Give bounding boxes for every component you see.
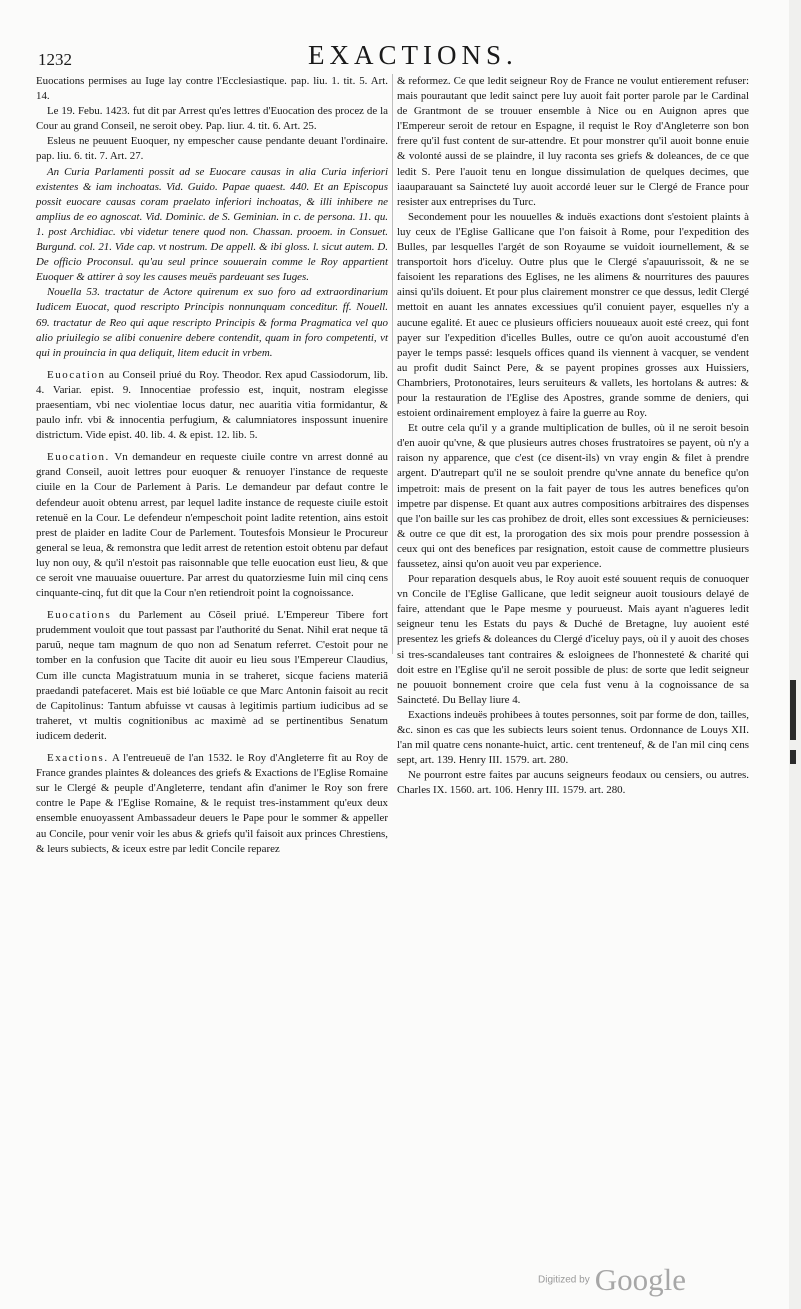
column-rule: [392, 74, 393, 654]
entry-paragraph: [36, 368, 388, 443]
entry-paragraph: [36, 450, 388, 601]
page-number: 1232: [38, 50, 72, 69]
entry-headword: Euocations: [47, 609, 112, 622]
paragraph: Pour reparation desquels abus, le Roy auoit esté souuent requis de conuoquer vn Concile de l'Eglise Gallicane, que ledit seigneur auoit tousiours delayé de faire, attendant que le Pape mesme y pourueust. Mais ayant n'agueres ledit seigneur tenu les Estats du pays & Duché de Bretagne, luy auoient esté presentez les griefs & doleances du Clergé d'iceluy pays, où il y auoit des choses si tres-scandaleuses tant contraires & esloignees de l'honnesteté & charité qui doit estre en l'Eglise qu'il ne seroit possible de plus: de sorte que ledit seigneur ne pouuoit bonnement croire que cela fust venu à la cognoissance de sa Saincteté. Du Bellay liure 4.: [397, 573, 749, 706]
entry-headword: Euocation: [47, 368, 106, 381]
paragraph: Et outre cela qu'il y a grande multiplication de bulles, où il ne seroit besoin d'en auoir qu'vne, & que plusieurs autres choses frustratoires se payent, où n'y a raison ny apparence, que c'est (ce disent-ils) vn vray engin & filet à prendre argent. D'autrepart qu'il ne se souloit prendre qu'vne annate du benefice qu'on impetroit: mais de present on la fait payer de tous les autres benefices qu'on impetre par dispense. Et quant aux autres compositions arbitraires des dispenses que l'on baille sur les cas prohibez de droit, elles sont excessiues & pernicieuses: & outre ce que dit est, la prorogation des six mois pour prendre possession à ceux qui ont des benefices par resignation, estoit cause de commettre plusieurs faussetez, ainsi qu'on auoit veu par experience.: [397, 422, 749, 570]
paragraph: Euocations permises au Iuge lay contre l'Ecclesiastique. pap. liu. 1. tit. 5. Art. 14.: [36, 75, 388, 103]
latin-text: An Curia Parlamenti possit ad se Euocare causas in alia Curia inferiori existentes & iam inchoatas. Vid. Guido. Papae quaest. 440. Et an Episcopus possit euocare causas coram praelato inferiori inchoatas, & illi inhibere ne amplius de eo agnoscat. Vid. Dominic. de S. Geminian. in c. de persona. 11. qu. 1. post Archidiac. vbi videtur tenere quod non. Chassan. prooem. in Consuet. Burgund. col. 21. Vide cap. vt nostrum. De appell. & ibi gloss. l. sicut autem. D. De officio Proconsul. qu'au seul prince souuerain comme le Roy appartient Euoquer & attirer à soy les causes meuës pardeuant ses Iuges.: [36, 165, 388, 284]
paragraph: Le 19. Febu. 1423. fut dit par Arrest qu'es lettres d'Euocation des procez de la Cour au grand Conseil, ne seroit obey. Pap. liur. 4. tit. 6. Art. 25.: [36, 105, 388, 133]
running-title: EXACTIONS.: [308, 40, 518, 70]
latin-paragraph: [36, 285, 388, 360]
entry-headword: Exactions.: [47, 752, 109, 765]
page-spine-edge: [789, 0, 801, 1309]
entry-text: A l'entreueuë de l'an 1532. le Roy d'Angleterre fit au Roy de France grandes plaintes & doleances des griefs & Exactions de l'Eglise Romaine sur le Clergé & peuple d'Angleterre, tendant afin d'animer le Roy son frere contre le Pape & l'Eglise Romaine, & le requist tres-instamment qu'eux deux ensemble enuoyassent Ambassadeur deuers le Pape pour le sommer & appeller au Concile, pour venir voir les abus & griefs qu'il faisoit aux princes Chrestiens, & leurs subiects, & iceux estre par ledit Concile reparez: [36, 752, 388, 855]
entry-paragraph: [36, 751, 388, 857]
paragraph: Ne pourront estre faites par aucuns seigneurs feodaux ou censiers, ou autres. Charles IX. 1560. art. 106. Henry III. 1579. art. 280.: [397, 769, 749, 797]
paragraph: Secondement pour les nouuelles & induës exactions dont s'estoient plaints à luy ceux de l'Eglise Gallicane que l'on faisoit à Rome, pour l'expedition des Bulles, par lesquelles l'argét de son Royaume se vuidoit iournellement, & se transportoit hors d'iceluy. Outre plus que le Clergé s'apauurissoit, & ne se faisoient les reparations des Eglises, ne les alimens & nourritures des pauures ainsi qu'ils doiuent. Et pour plus clairement monstrer ce que dessus, ledit Clergé mettoit en auant les annates excessiues qu'il conuient payer, esquelles n'y a aucune egalité. Et auec ce plusieurs officiers nouueaux auoit esté creez, qui font payer sur l'expedition d'icelles Bulles, outre ce qu'on auoit accoustumé d'en payer le temps passé: lesquels offices quand ils viennent à vacquer, se vendent au profit dudit Sainct Pere, & se payent propines grosses aux Huissiers, Chambriers, Protonotaires, leurs seruiteurs & vallets, les hortolans & autres: & pour la restauration de l'Eglise des Apostres, grande somme de deniers, qui estoient ordinairement employez à faire la guerre au Roy.: [397, 210, 749, 420]
watermark-prefix: Digitized by: [538, 1274, 590, 1286]
entry-headword: Euocation.: [47, 451, 110, 464]
entry-text: du Parlement au Cõseil priué. L'Empereur Tibere fort prudemment vouloit que tout passast par l'authorité du Senat. Nihil erat neque tã paruũ, neque tam magnum de quo non ad Senatum referret. C'estoit pour ne tomber en la confusion que Tacite dit auoir eu lieu sous l'Empereur Claudius, Cum ille cuncta Magistratuum munia in se traheret, sicque faciens materiã praedandi patefaceret. Mais est bié loüable ce que Marc Antonin faisoit au recit de Capitolinus: Tantum abfuisse vt causas à legitimis partium iudicibus ad se traheret, vt multis cognitionibus ac maximè ad se pertinentibus Senatum iudicem dederit.: [36, 609, 388, 742]
right-column: [397, 74, 749, 799]
spine-mark: [790, 750, 796, 764]
entry-text: Vn demandeur en requeste ciuile contre vn arrest donné au grand Conseil, auoit lettres pour euoquer & renuoyer l'instance de requeste ciuile en la Cour de Parlement à Paris. Le demandeur par defaut contre le defendeur auoit obtenu arrest, par lequel ladite instance de requeste ciuile estoit retenuë en la Cour. Le defendeur n'empeschoit point ladite retention, ains estoit prest de plaider en ladite Cour de Parlement. Toutesfois Monsieur le Procureur general se leua, & remonstra que ledit arrest de retention estoit obtenu par defaut luy non ouy, & qu'il n'estoit pas raisonnable que telle euocation eust lieu, & que ce seroit vne mauuaise ouuerture. Par arrest du quatorziesme Iuin mil cinq cens cinquante-cinq, fut dit que la Cour n'en retiendroit point la cognoissance.: [36, 451, 388, 600]
entry-paragraph: [36, 608, 388, 744]
digitized-watermark: [538, 1262, 686, 1298]
paragraph: Exactions indeuës prohibees à toutes personnes, soit par forme de don, tailles, &c. sinon es cas que les subiects leurs soient tenus. Ordonnance de Louys XII. l'an mil quatre cens nonante-huict, artic. cent trenteneuf, & de l'an mil cinq cens sept, art. 139. Henry III. 1579. art. 280.: [397, 708, 749, 767]
page-header: [38, 40, 738, 68]
spine-mark: [790, 680, 796, 740]
entry-text: au Conseil priué du Roy. Theodor. Rex apud Cassiodorum, lib. 4. Variar. epist. 9. Innocentiae professio est, inquit, nostram elegisse praesentiam, vbi nec violentiae locus datur, nec auaritia vitia formidantur, & paulo infr. vbi & innocentia perfugium, & calumniatores inspossunt inuenire districtum. Vide epist. 40. lib. 4. & epist. 12. lib. 5.: [36, 368, 388, 442]
paragraph: Esleus ne peuuent Euoquer, ny empescher cause pendante deuant l'ordinaire. pap. liu. 6. tit. 7. Art. 27.: [36, 135, 388, 163]
latin-text: Nouella 53. tractatur de Actore quirenum ex suo foro ad extraordinarium Iudicem Euocat, quod rescripto Principis nonnunquam conceditur. ff. Nouell. 69. tractatur de Reo qui aque rescripto Principis & forma Pragmatica vel quo alio priuilegio se alibi conuenire debere contendit, quam in foro competenti, vt qui in prouincia in qua deliquit, litem educit in vrbem.: [36, 286, 388, 359]
google-logo: Google: [594, 1262, 687, 1297]
left-column: [36, 74, 388, 857]
paragraph: & reformez. Ce que ledit seigneur Roy de France ne voulut entierement refuser: mais pourautant que ledit sainct pere luy auoit fait porter parole par le Cardinal de Grantmont de se trouuer ensemble à Nice ou en Auignon apres que l'Empereur seroit de retour en Espagne, il requist le Roy d'Angleterre son bon frere qu'il fust content de sur-attendre. Et pour monstrer qu'il auoit bonne enuie & volonté aussi de se plaindre, il luy raconta ses griefs & doleances, de ce que ledit S. Pere l'auoit tenu en longue dissimulation de quelques decimes, que iaauparauant sa Saincteté luy auoit accordé leuer sur le Clergé de France pour resister aux entreprises du Turc.: [397, 75, 749, 208]
latin-paragraph: [36, 165, 388, 286]
